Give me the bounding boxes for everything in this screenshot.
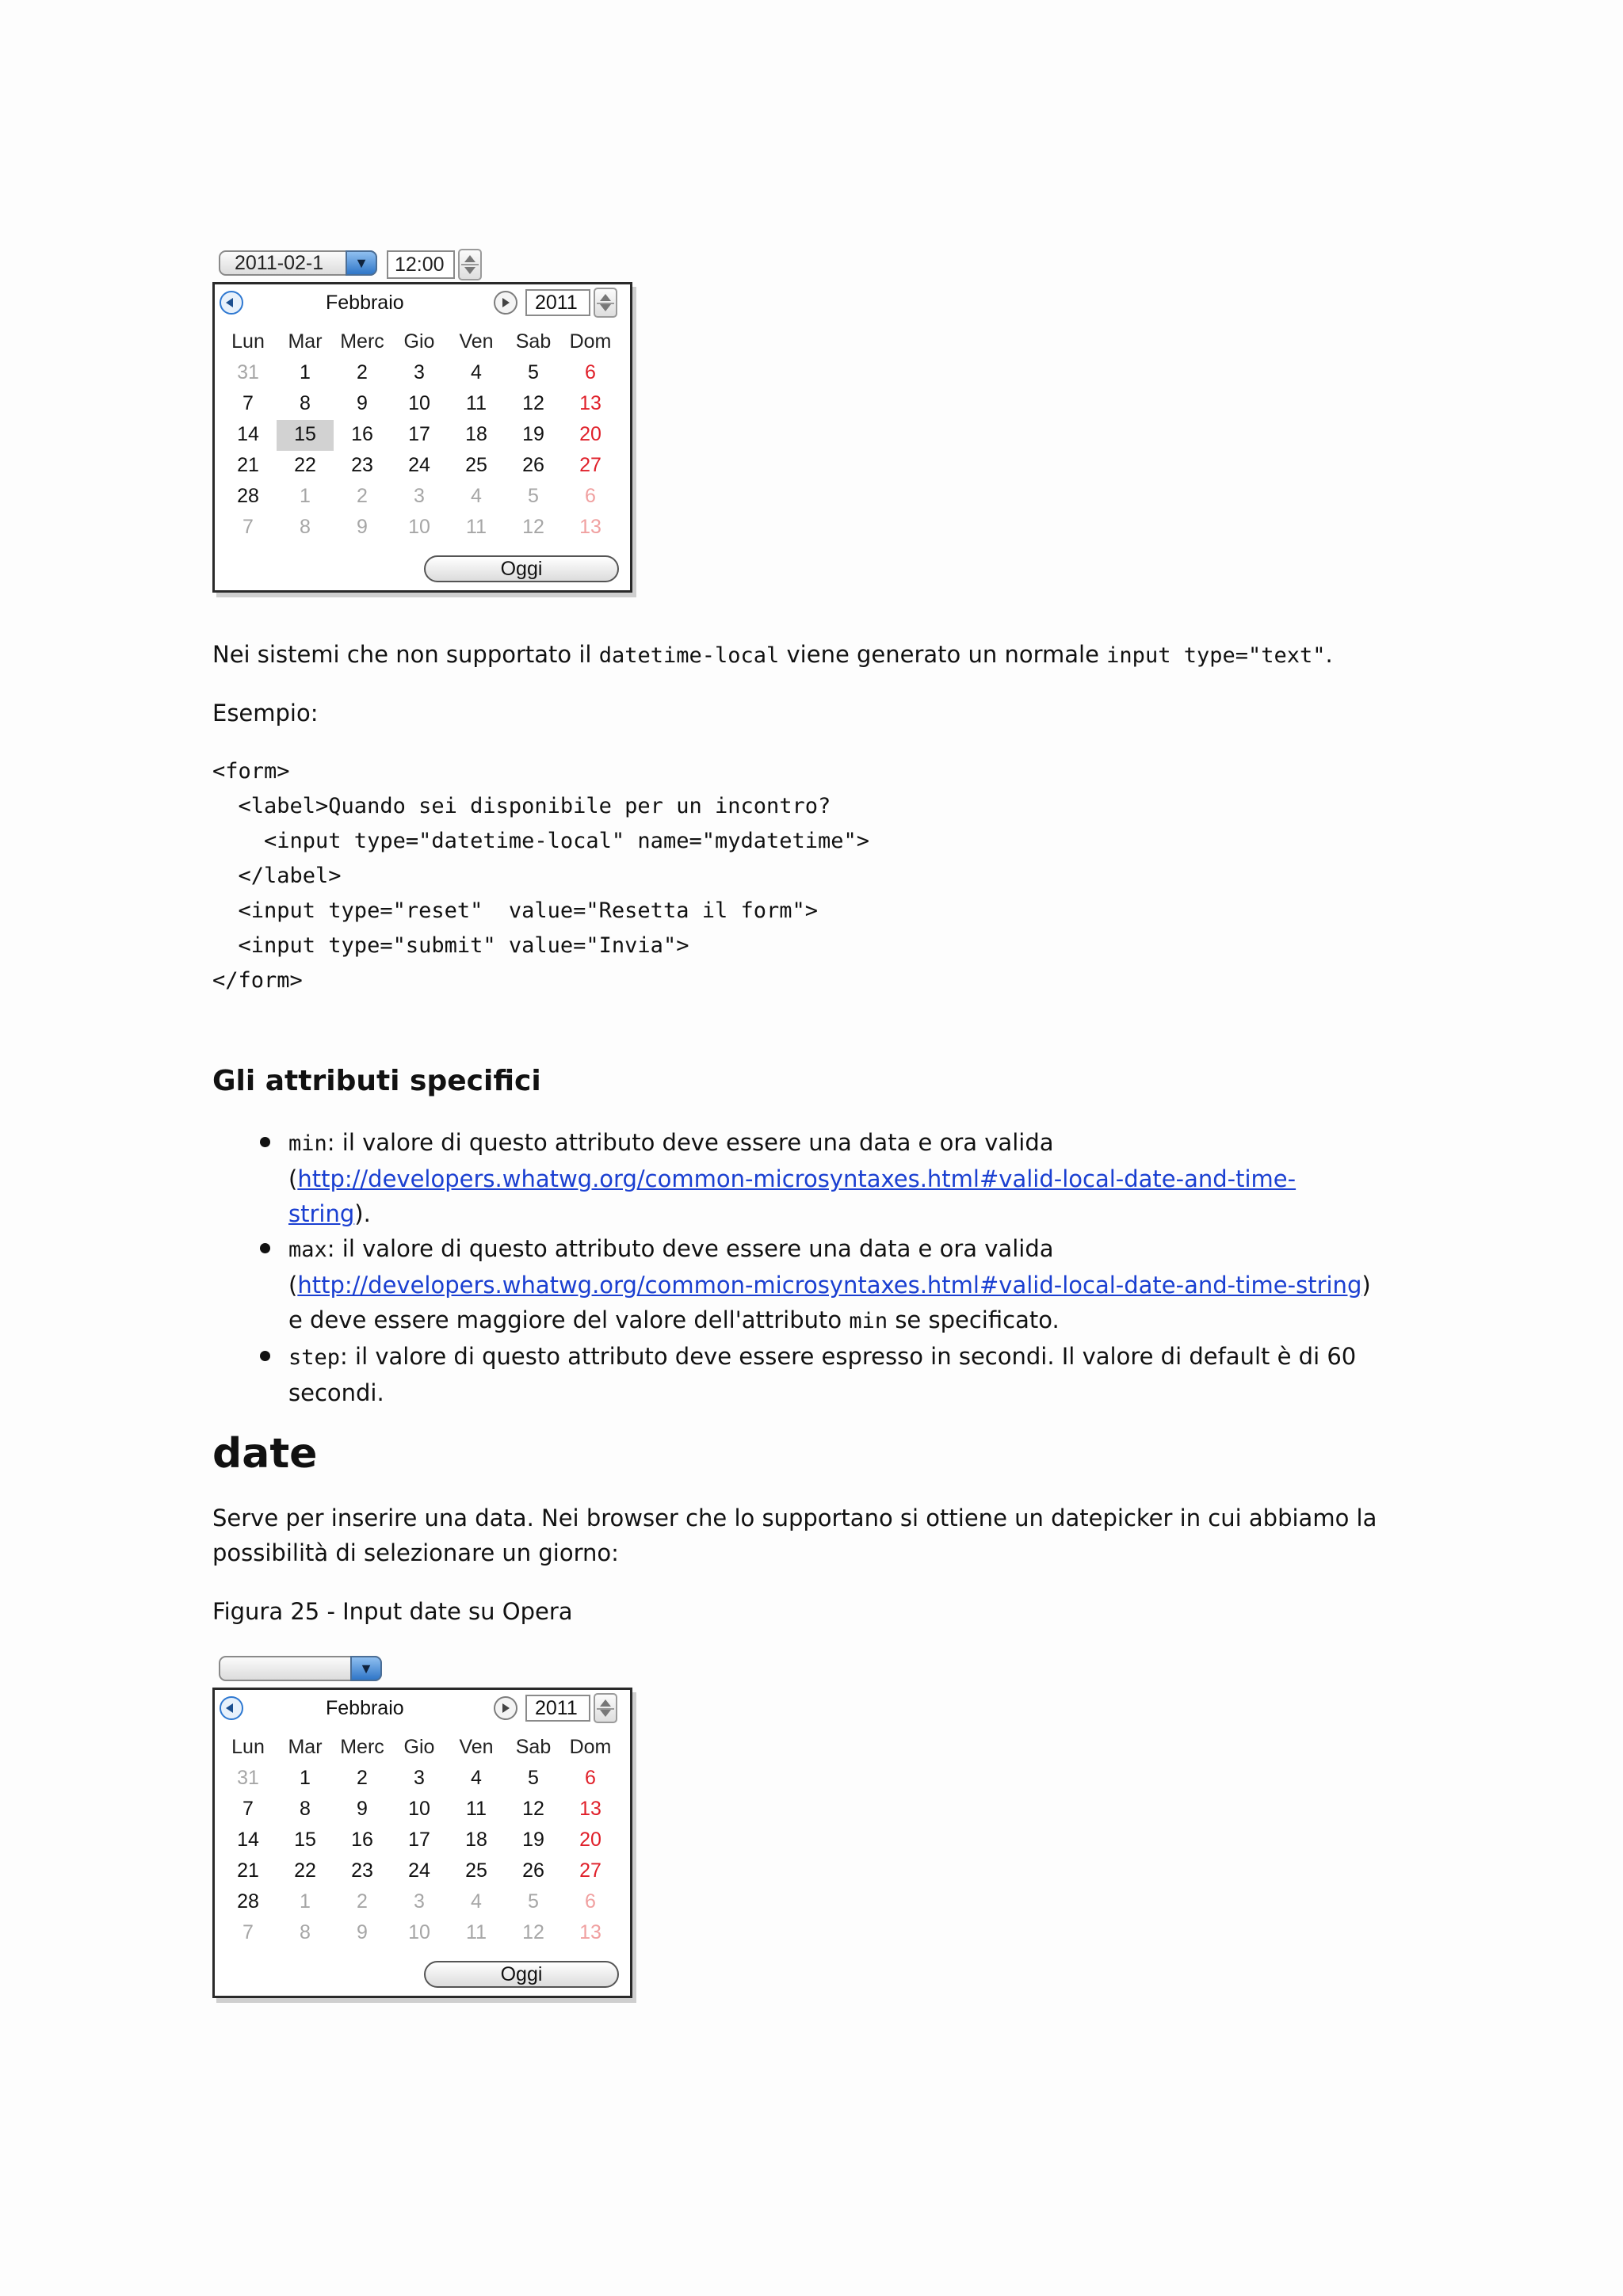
example-label: Esempio: — [212, 700, 319, 727]
calendar-day[interactable]: 22 — [294, 1859, 316, 1882]
dropdown-arrow-icon: ▼ — [359, 1661, 373, 1676]
picker-input-row — [212, 1653, 640, 1688]
list-item-step — [212, 1339, 1417, 1410]
month-label: Febbraio — [326, 292, 404, 314]
next-month-button[interactable] — [494, 1696, 517, 1720]
calendar-panel — [212, 1688, 632, 1998]
calendar-day[interactable]: 9 — [357, 392, 368, 414]
weekday-label: Mar — [288, 330, 323, 353]
weekday-label: Sab — [515, 1736, 552, 1758]
today-button[interactable]: Oggi — [424, 555, 619, 582]
weekday-label: Gio — [403, 1736, 435, 1758]
stepper-up-icon[interactable] — [464, 255, 475, 262]
figure-caption: Figura 25 - Input date su Opera — [212, 1598, 573, 1625]
calendar-day[interactable]: 3 — [414, 1890, 425, 1913]
date-input-value: 2011-02-1 — [235, 252, 324, 274]
code-line: <label>Quando sei disponibile per un incontro? — [212, 794, 831, 818]
calendar-day[interactable]: 16 — [351, 423, 373, 445]
prev-month-button[interactable] — [220, 1696, 243, 1720]
calendar-day[interactable]: 26 — [522, 1859, 544, 1882]
stepper-down-icon[interactable] — [600, 1710, 611, 1717]
spec-link[interactable] — [288, 1165, 1296, 1227]
calendar-day[interactable]: 2 — [357, 1890, 368, 1913]
stepper-up-icon[interactable] — [600, 294, 611, 301]
calendar-day[interactable]: 5 — [528, 485, 539, 507]
calendar-day[interactable]: 8 — [300, 1798, 311, 1820]
calendar-day[interactable]: 13 — [579, 1921, 601, 1943]
calendar-day[interactable]: 2 — [357, 1767, 368, 1789]
calendar-week-row — [220, 1918, 619, 1949]
calendar-day[interactable]: 10 — [408, 1798, 430, 1820]
attribute-name: max — [288, 1238, 327, 1262]
calendar-day[interactable]: 21 — [237, 1859, 259, 1882]
code-line: <input type="submit" value="Invia"> — [212, 933, 689, 958]
dropdown-arrow-icon: ▼ — [354, 255, 369, 271]
calendar-day[interactable]: 4 — [471, 1767, 482, 1789]
date-input[interactable] — [219, 1656, 382, 1681]
calendar-day[interactable]: 11 — [466, 392, 487, 414]
calendar-day[interactable]: 24 — [408, 1859, 430, 1882]
weekday-label: Lun — [231, 1736, 265, 1758]
date-paragraph — [212, 1501, 1401, 1570]
right-arrow-icon — [502, 298, 510, 307]
prev-month-button[interactable] — [220, 291, 243, 315]
attribute-description: se specificato. — [888, 1306, 1060, 1333]
calendar-day[interactable]: 7 — [242, 392, 254, 414]
calendar-day[interactable]: 25 — [465, 454, 487, 476]
calendar-day[interactable]: 5 — [528, 361, 539, 383]
weekday-label: Merc — [340, 330, 384, 353]
datetime-picker-figure — [212, 247, 640, 593]
attribute-name: step — [288, 1345, 341, 1370]
paren-open: ( — [288, 1272, 298, 1299]
bullet-icon — [260, 1351, 270, 1361]
spec-link-text: string — [288, 1200, 355, 1227]
date-input[interactable] — [219, 250, 377, 276]
calendar-day[interactable]: 7 — [242, 516, 254, 538]
weekday-label: Sab — [515, 330, 552, 353]
weekday-label: Lun — [231, 330, 265, 353]
calendar-day[interactable]: 19 — [522, 423, 544, 445]
code-line: <input type="reset" value="Resetta il form"> — [212, 898, 819, 923]
code-line: </form> — [212, 968, 303, 993]
calendar-week-row — [220, 1764, 619, 1794]
attribute-description: secondi. — [288, 1379, 384, 1406]
calendar-day[interactable]: 15 — [277, 420, 334, 451]
date-paragraph-line: Serve per inserire una data. Nei browser che lo supportano si ottiene un datepicker in cui abbiamo la — [212, 1505, 1377, 1531]
time-input-value: 12:00 — [395, 254, 445, 276]
calendar-day[interactable]: 13 — [579, 516, 601, 538]
calendar-week-row — [220, 513, 619, 543]
date-picker-figure — [212, 1653, 640, 1998]
paren-open: ( — [288, 1165, 298, 1192]
stepper-down-icon[interactable] — [600, 304, 611, 311]
calendar-day[interactable]: 20 — [579, 423, 601, 445]
inline-code: min — [849, 1309, 888, 1333]
calendar-day[interactable]: 11 — [466, 1921, 487, 1943]
calendar-week-row — [220, 482, 619, 513]
calendar-week-row — [220, 1794, 619, 1825]
calendar-day[interactable]: 7 — [242, 1798, 254, 1820]
calendar-day[interactable]: 18 — [465, 423, 487, 445]
calendar-day[interactable]: 3 — [414, 1767, 425, 1789]
calendar-day[interactable]: 9 — [357, 1921, 368, 1943]
calendar-day[interactable]: 6 — [585, 1890, 596, 1913]
year-value: 2011 — [535, 1697, 578, 1719]
paren-close: ). — [354, 1200, 371, 1227]
attribute-description: : il valore di questo attributo deve essere una data e ora valida — [327, 1235, 1054, 1262]
calendar-day[interactable]: 6 — [585, 361, 596, 383]
calendar-day[interactable]: 6 — [585, 485, 596, 507]
time-stepper[interactable] — [458, 249, 482, 280]
calendar-day[interactable]: 12 — [522, 1798, 544, 1820]
calendar-day[interactable]: 15 — [294, 1829, 316, 1851]
code-line: </label> — [212, 864, 342, 888]
inline-code: input type="text" — [1106, 643, 1326, 668]
spec-link-text: http://developers.whatwg.org/common-microsyntaxes.html#valid-local-date-and-time- — [297, 1165, 1296, 1192]
attribute-description: : il valore di questo attributo deve essere una data e ora valida — [327, 1129, 1054, 1156]
calendar-day[interactable]: 1 — [300, 485, 311, 507]
calendar-day[interactable]: 6 — [585, 1767, 596, 1789]
weekday-label: Ven — [459, 1736, 494, 1758]
weekday-label: Dom — [569, 1736, 612, 1758]
calendar-day[interactable]: 13 — [579, 1798, 601, 1820]
calendar-day[interactable]: 10 — [408, 1921, 430, 1943]
month-label: Febbraio — [326, 1697, 404, 1719]
calendar-dropdown-button[interactable] — [346, 250, 377, 276]
calendar-day[interactable]: 11 — [466, 1798, 487, 1820]
calendar-day[interactable]: 12 — [522, 1921, 544, 1943]
calendar-day[interactable]: 31 — [237, 361, 259, 383]
next-month-button[interactable] — [494, 291, 517, 315]
calendar-day[interactable]: 2 — [357, 485, 368, 507]
attributes-list — [212, 1125, 1417, 1410]
inline-code: datetime-local — [598, 643, 780, 668]
calendar-dropdown-button[interactable] — [350, 1656, 382, 1681]
calendar-day[interactable]: 21 — [237, 454, 259, 476]
calendar-grid — [220, 327, 619, 543]
calendar-day[interactable]: 23 — [351, 454, 373, 476]
time-input[interactable] — [387, 250, 455, 279]
calendar-panel — [212, 282, 632, 593]
paren-close: ) — [1361, 1272, 1371, 1299]
calendar-day[interactable]: 19 — [522, 1829, 544, 1851]
calendar-week-row — [220, 1825, 619, 1856]
today-button[interactable]: Oggi — [424, 1961, 619, 1988]
calendar-day[interactable]: 8 — [300, 516, 311, 538]
weekday-label: Gio — [403, 330, 435, 353]
intro-text: Nei sistemi che non supportato il — [212, 641, 599, 668]
calendar-day[interactable]: 11 — [466, 516, 487, 538]
calendar-day[interactable]: 25 — [465, 1859, 487, 1882]
year-stepper[interactable] — [594, 288, 617, 318]
calendar-week-row — [220, 358, 619, 389]
calendar-day[interactable]: 5 — [528, 1767, 539, 1789]
right-arrow-icon — [502, 1703, 510, 1713]
year-value: 2011 — [535, 292, 578, 314]
calendar-day[interactable]: 8 — [300, 1921, 311, 1943]
weekday-header-row — [220, 327, 619, 358]
picker-input-row — [212, 247, 640, 282]
calendar-day[interactable]: 12 — [522, 392, 544, 414]
attribute-name: min — [288, 1131, 327, 1156]
calendar-day[interactable]: 3 — [414, 485, 425, 507]
year-input[interactable] — [525, 1695, 590, 1722]
calendar-day[interactable]: 24 — [408, 454, 430, 476]
weekday-label: Merc — [340, 1736, 384, 1758]
calendar-day[interactable]: 9 — [357, 1798, 368, 1820]
calendar-day[interactable]: 27 — [579, 454, 601, 476]
year-stepper[interactable] — [594, 1693, 617, 1723]
calendar-week-row — [220, 420, 619, 451]
weekday-label: Dom — [569, 330, 612, 353]
calendar-day[interactable]: 4 — [471, 361, 482, 383]
list-item-min — [212, 1125, 1417, 1231]
calendar-day[interactable]: 1 — [300, 361, 311, 383]
calendar-day[interactable]: 7 — [242, 1921, 254, 1943]
list-item-max — [212, 1231, 1417, 1339]
calendar-day[interactable]: 4 — [471, 1890, 482, 1913]
calendar-day[interactable]: 31 — [237, 1767, 259, 1789]
calendar-day[interactable]: 12 — [522, 516, 544, 538]
attributes-heading: Gli attributi specifici — [212, 1065, 541, 1097]
left-arrow-icon — [226, 298, 233, 307]
code-line: <input type="datetime-local" name="mydatetime"> — [212, 829, 870, 853]
calendar-day[interactable]: 27 — [579, 1859, 601, 1882]
calendar-week-row — [220, 1887, 619, 1918]
year-input[interactable] — [525, 289, 590, 316]
spec-link[interactable]: http://developers.whatwg.org/common-microsyntaxes.html#valid-local-date-and-time-string — [297, 1272, 1362, 1299]
calendar-day[interactable]: 14 — [237, 1829, 259, 1851]
calendar-day[interactable]: 1 — [300, 1767, 311, 1789]
calendar-day[interactable]: 10 — [408, 392, 430, 414]
attribute-description: e deve essere maggiore del valore dell'attributo — [288, 1306, 850, 1333]
bullet-icon — [260, 1243, 270, 1253]
bullet-icon — [260, 1137, 270, 1147]
stepper-divider — [461, 264, 479, 265]
calendar-day[interactable]: 28 — [237, 485, 259, 507]
intro-text: . — [1325, 641, 1333, 668]
date-paragraph-line: possibilità di selezionare un giorno: — [212, 1539, 619, 1566]
calendar-day[interactable]: 23 — [351, 1859, 373, 1882]
code-line: <form> — [212, 759, 290, 784]
calendar-day[interactable]: 5 — [528, 1890, 539, 1913]
calendar-day[interactable]: 4 — [471, 485, 482, 507]
calendar-day[interactable]: 14 — [237, 423, 259, 445]
calendar-day[interactable]: 3 — [414, 361, 425, 383]
calendar-week-row — [220, 1856, 619, 1887]
stepper-up-icon[interactable] — [600, 1699, 611, 1707]
attribute-description: : il valore di questo attributo deve essere espresso in secondi. Il valore di default è di 60 — [340, 1343, 1357, 1370]
calendar-day[interactable]: 17 — [408, 423, 430, 445]
calendar-week-row — [220, 451, 619, 482]
calendar-day[interactable]: 17 — [408, 1829, 430, 1851]
calendar-day[interactable]: 1 — [300, 1890, 311, 1913]
calendar-day[interactable]: 26 — [522, 454, 544, 476]
calendar-day[interactable]: 18 — [465, 1829, 487, 1851]
calendar-grid — [220, 1733, 619, 1949]
calendar-day[interactable]: 10 — [408, 516, 430, 538]
intro-text: viene generato un normale — [779, 641, 1107, 668]
left-arrow-icon — [226, 1703, 233, 1713]
calendar-day[interactable]: 28 — [237, 1890, 259, 1913]
date-heading: date — [212, 1430, 318, 1478]
calendar-day[interactable]: 8 — [300, 392, 311, 414]
calendar-day[interactable]: 20 — [579, 1829, 601, 1851]
weekday-label: Mar — [288, 1736, 323, 1758]
calendar-week-row — [220, 389, 619, 420]
weekday-label: Ven — [459, 330, 494, 353]
calendar-day[interactable]: 9 — [357, 516, 368, 538]
calendar-day[interactable]: 16 — [351, 1829, 373, 1851]
calendar-day[interactable]: 22 — [294, 454, 316, 476]
weekday-header-row — [220, 1733, 619, 1764]
intro-paragraph — [212, 637, 1401, 673]
calendar-day[interactable]: 2 — [357, 361, 368, 383]
calendar-day[interactable]: 13 — [579, 392, 601, 414]
stepper-down-icon[interactable] — [464, 267, 475, 274]
